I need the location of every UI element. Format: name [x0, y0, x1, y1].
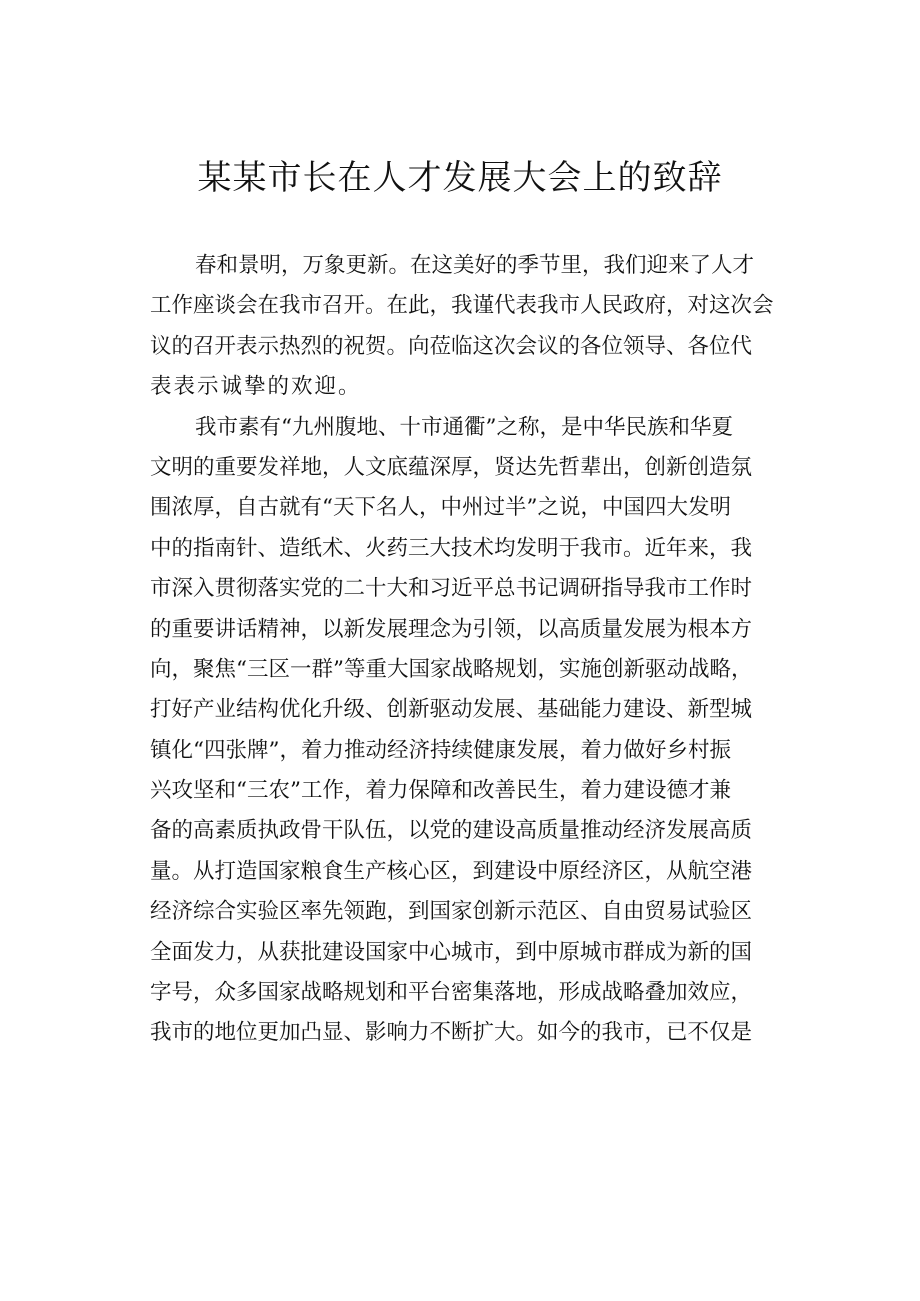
body-text-line: 备的高素质执政骨干队伍，以党的建设高质量推动经济发展高质	[150, 818, 753, 844]
body-text-line: 全面发力，从获批建设国家中心城市，到中原城市群成为新的国	[150, 939, 753, 965]
body-text-line: 的重要讲话精神，以新发展理念为引领，以高质量发展为根本方	[150, 616, 753, 642]
body-text-line: 春和景明，万象更新。在这美好的季节里，我们迎来了人才	[195, 253, 755, 278]
body-text-line: 量。从打造国家粮食生产核心区，到建设中原经济区，从航空港	[150, 858, 753, 884]
body-text-line: 市深入贯彻落实党的二十大和习近平总书记调研指导我市工作时	[150, 576, 753, 602]
body-text-line: 我市的地位更加凸显、影响力不断扩大。如今的我市，已不仅是	[150, 1020, 753, 1046]
body-text-line: 打好产业结构优化升级、创新驱动发展、基础能力建设、新型城	[150, 697, 753, 723]
body-text-line: 中的指南针、造纸术、火药三大技术均发明于我市。近年来，我	[150, 535, 753, 561]
document-body	[150, 246, 800, 1054]
body-text-line: 我市素有“九州腹地、十市通衢”之称，是中华民族和华夏	[195, 414, 733, 440]
body-text-line: 围浓厚，自古就有“天下名人，中州过半”之说，中国四大发明	[150, 495, 731, 521]
body-text-line: 表表示诚挚的欢迎。	[150, 374, 362, 400]
body-text-line: 向，聚焦“三区一群”等重大国家战略规划，实施创新驱动战略，	[150, 656, 753, 682]
body-text-line: 兴攻坚和“三农”工作，着力保障和改善民生，着力建设德才兼	[150, 778, 731, 804]
body-text-line: 文明的重要发祥地，人文底蕴深厚，贤达先哲辈出，创新创造氛	[150, 454, 753, 480]
body-text-line: 镇化“四张牌”，着力推动经济持续健康发展，着力做好乡村振	[150, 737, 731, 763]
document-title: 某某市长在人才发展大会上的致辞	[197, 158, 723, 198]
body-text-line: 字号，众多国家战略规划和平台密集落地，形成战略叠加效应，	[150, 980, 753, 1006]
body-text-line: 议的召开表示热烈的祝贺。向莅临这次会议的各位领导、各位代	[150, 333, 753, 359]
body-text-line: 经济综合实验区率先领跑，到国家创新示范区、自由贸易试验区	[150, 899, 753, 925]
body-text-line: 工作座谈会在我市召开。在此，我谨代表我市人民政府，对这次会	[150, 293, 774, 319]
